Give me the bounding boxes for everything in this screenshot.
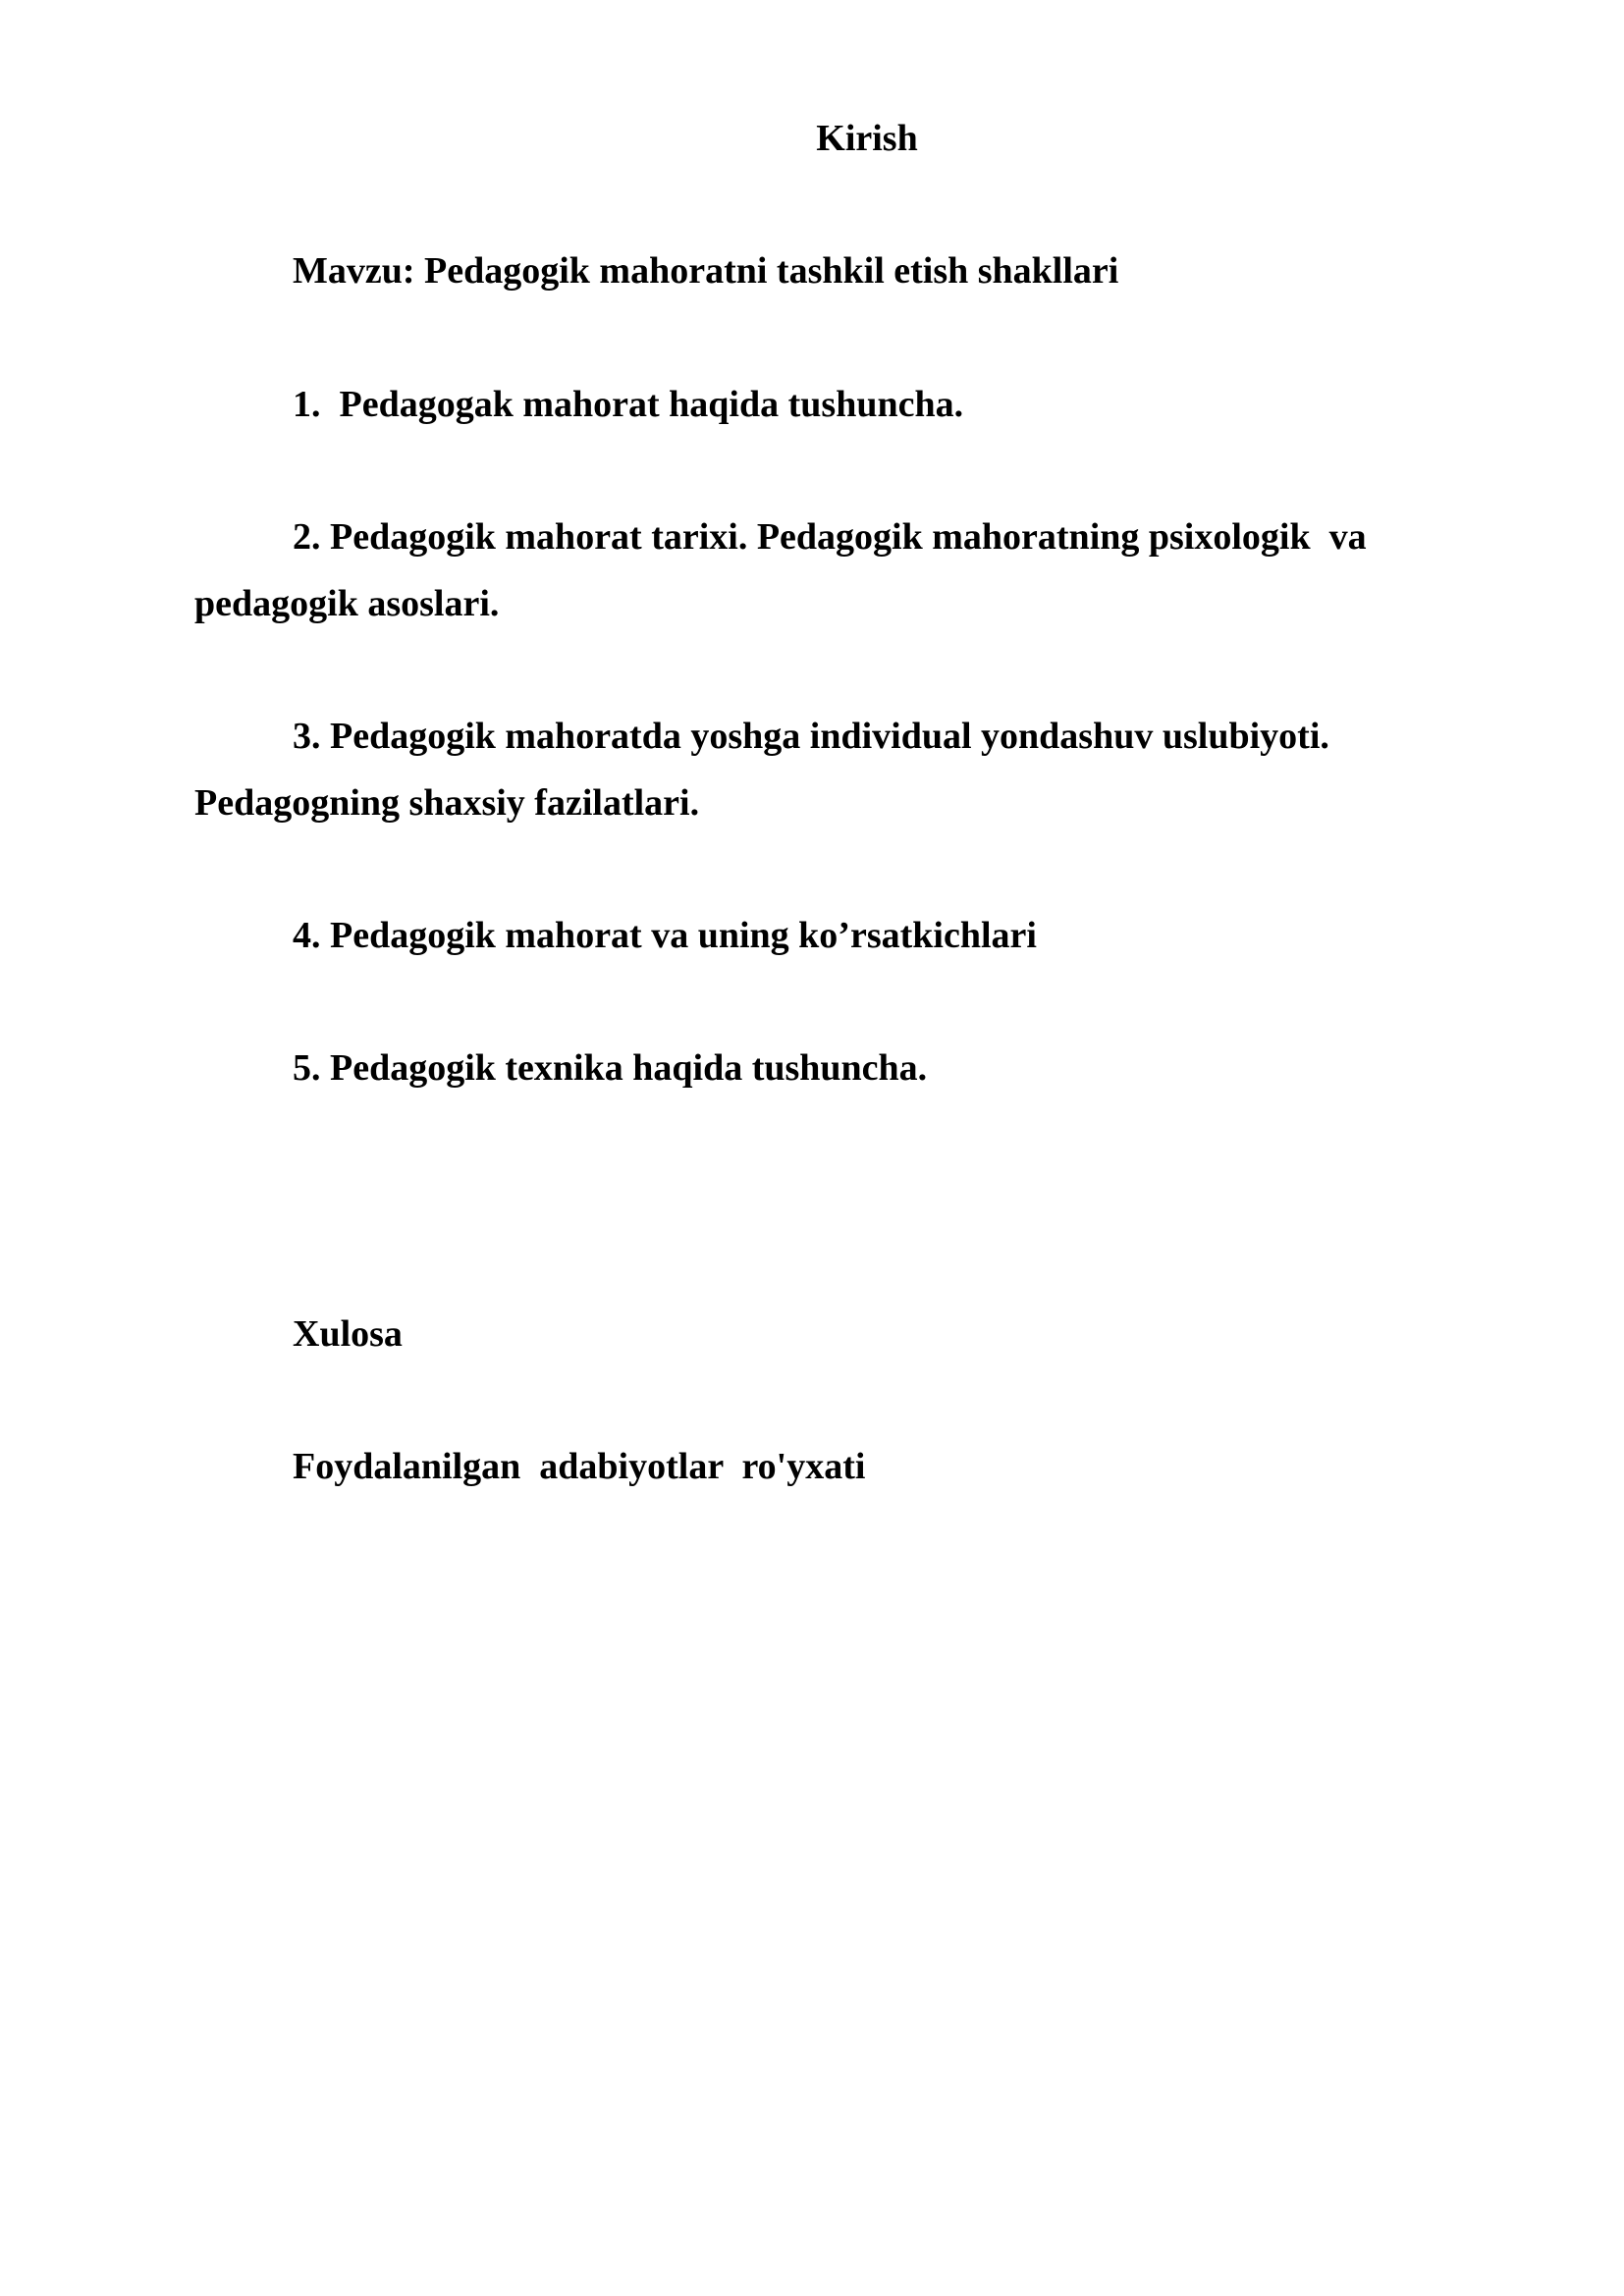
item-4: 4. Pedagogik mahorat va uning ko’rsatkichlari	[293, 915, 1037, 956]
conclusion-heading: Xulosa	[293, 1313, 403, 1355]
item-5: 5. Pedagogik texnika haqida tushuncha.	[293, 1047, 928, 1089]
item-1: 1. Pedagogak mahorat haqida tushuncha.	[293, 384, 964, 425]
item-2-line-1: 2. Pedagogik mahorat tarixi. Pedagogik mahoratning psixologik va	[293, 516, 1367, 558]
references-heading: Foydalanilgan adabiyotlar ro'yxati	[293, 1446, 866, 1487]
item-3-line-1: 3. Pedagogik mahoratda yoshga individual yondashuv uslubiyoti.	[293, 716, 1329, 757]
item-3-line-2: Pedagogning shaxsiy fazilatlari.	[194, 782, 700, 824]
item-2-line-2: pedagogik asoslari.	[194, 583, 500, 624]
topic-line: Mavzu: Pedagogik mahoratni tashkil etish shakllari	[293, 250, 1119, 292]
page-title: Kirish	[816, 118, 918, 159]
